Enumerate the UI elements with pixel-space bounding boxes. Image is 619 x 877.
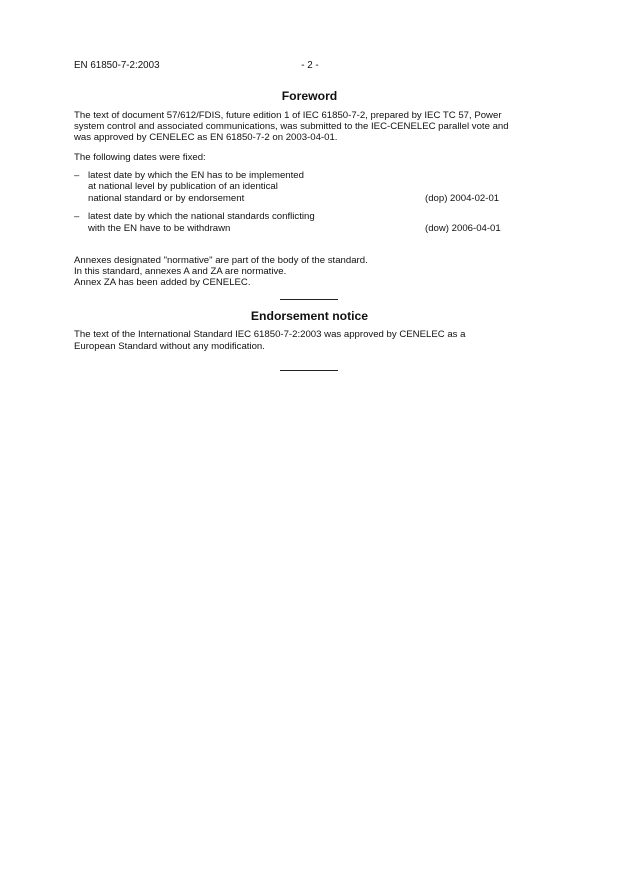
- endorsement-title: Endorsement notice: [250, 309, 369, 323]
- dates-intro: The following dates were fixed:: [74, 152, 206, 163]
- document-id: EN 61850-7-2:2003: [74, 60, 160, 71]
- page-number: - 2 -: [301, 60, 319, 71]
- foreword-line-3: was approved by CENELEC as EN 61850-7-2 on 2003-04-01.: [74, 132, 338, 143]
- dop-date: (dop) 2004-02-01: [425, 193, 500, 204]
- dop-line-3: national standard or by endorsement: [88, 193, 245, 204]
- dop-line-1: latest date by which the EN has to be implemented: [88, 170, 304, 181]
- list-bullet: –: [74, 170, 80, 181]
- dop-line-2: at national level by publication of an identical: [88, 181, 278, 192]
- dow-line-2: with the EN have to be withdrawn: [88, 223, 231, 234]
- endorsement-line-2: European Standard without any modification.: [74, 341, 265, 352]
- foreword-title: Foreword: [281, 89, 338, 103]
- annex-line-1: Annexes designated "normative" are part of the body of the standard.: [74, 255, 368, 266]
- endorsement-line-1: The text of the International Standard IEC 61850-7-2:2003 was approved by CENELEC as a: [74, 329, 466, 340]
- section-divider: [280, 299, 338, 300]
- annex-line-3: Annex ZA has been added by CENELEC.: [74, 277, 251, 288]
- dow-date: (dow) 2006-04-01: [425, 223, 501, 234]
- list-bullet: –: [74, 211, 80, 222]
- section-divider: [280, 370, 338, 371]
- annex-line-2: In this standard, annexes A and ZA are normative.: [74, 266, 287, 277]
- foreword-line-2: system control and associated communications, was submitted to the IEC-CENELEC parallel vote and: [74, 121, 509, 132]
- foreword-line-1: The text of document 57/612/FDIS, future edition 1 of IEC 61850-7-2, prepared by IEC TC 57, Power: [74, 110, 502, 121]
- dow-line-1: latest date by which the national standards conflicting: [88, 211, 315, 222]
